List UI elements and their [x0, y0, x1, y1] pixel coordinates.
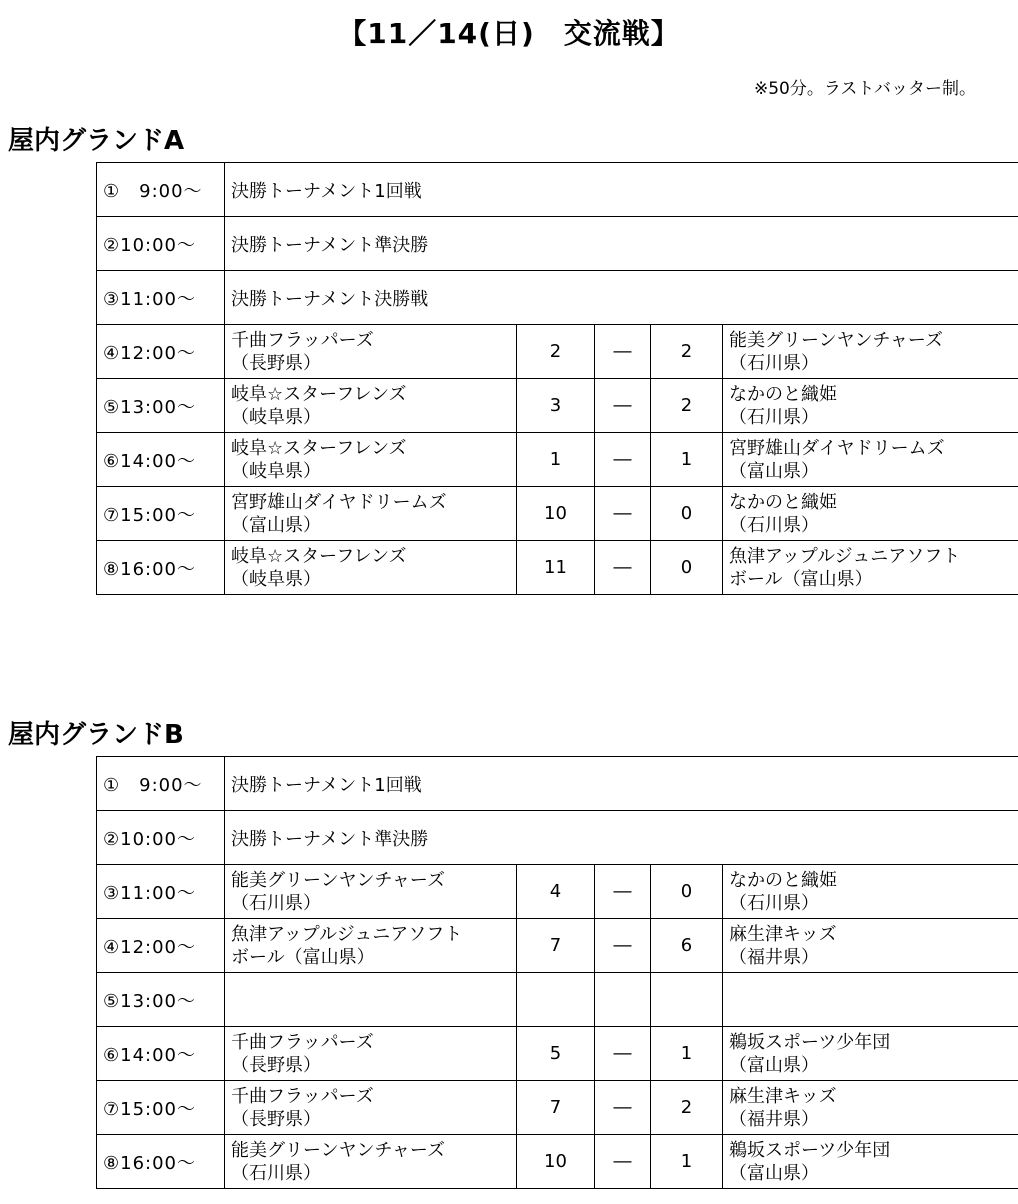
home-team-pref: （岐阜県）: [231, 568, 321, 590]
away-team-cell: [723, 433, 1018, 487]
home-team-pref: （長野県）: [231, 1108, 321, 1130]
away-score: 0: [651, 865, 723, 919]
home-team-cell: [225, 1081, 517, 1135]
away-team-cell: [723, 919, 1018, 973]
away-team-pref: （福井県）: [729, 946, 819, 968]
home-team-pref: （岐阜県）: [231, 460, 321, 482]
away-team-name: 麻生津キッズ: [729, 1085, 837, 1107]
home-team-cell: [225, 1027, 517, 1081]
home-score: 5: [517, 1027, 595, 1081]
home-team-cell: [225, 379, 517, 433]
away-team-name: なかのと織姫: [729, 491, 837, 513]
away-score: 0: [651, 487, 723, 541]
table-row: [97, 325, 1018, 379]
away-score: 2: [651, 1081, 723, 1135]
table-row: [97, 163, 1018, 217]
table-row: [97, 865, 1018, 919]
home-team-cell: [225, 973, 517, 1027]
away-score: 1: [651, 1135, 723, 1189]
away-team-cell: [723, 973, 1018, 1027]
away-team-name: 鵜坂スポーツ少年団: [729, 1139, 891, 1161]
time-cell: ⑥14:00～: [97, 433, 225, 487]
home-team-name: 能美グリーンヤンチャーズ: [231, 869, 446, 891]
away-team-pref: ボール（富山県）: [729, 568, 873, 590]
away-score: 0: [651, 541, 723, 595]
table-row: [97, 973, 1018, 1027]
score-dash: ―: [595, 1081, 651, 1135]
schedule-table-b: [96, 756, 1018, 1189]
score-dash: [595, 973, 651, 1027]
table-row: [97, 217, 1018, 271]
away-team-pref: （富山県）: [729, 1054, 819, 1076]
home-team-name: 岐阜☆スターフレンズ: [231, 383, 407, 405]
away-team-cell: [723, 325, 1018, 379]
time-cell: ⑦15:00～: [97, 1081, 225, 1135]
section-title-b: 屋内グランドB: [8, 720, 184, 750]
round-description: 決勝トーナメント1回戦: [225, 757, 1018, 811]
time-cell: ③11:00～: [97, 271, 225, 325]
home-team-name: 能美グリーンヤンチャーズ: [231, 1139, 446, 1161]
home-team-pref: ボール（富山県）: [231, 946, 375, 968]
score-dash: ―: [595, 1135, 651, 1189]
away-team-cell: [723, 379, 1018, 433]
time-cell: ⑤13:00～: [97, 379, 225, 433]
home-team-cell: [225, 433, 517, 487]
away-team-cell: [723, 487, 1018, 541]
away-score: 1: [651, 433, 723, 487]
away-team-name: 宮野雄山ダイヤドリームズ: [729, 437, 945, 459]
home-team-name: 千曲フラッパーズ: [231, 329, 374, 351]
away-team-cell: [723, 865, 1018, 919]
home-team-cell: [225, 865, 517, 919]
home-team-cell: [225, 487, 517, 541]
away-team-pref: （福井県）: [729, 1108, 819, 1130]
table-row: [97, 1135, 1018, 1189]
score-dash: ―: [595, 487, 651, 541]
score-dash: ―: [595, 919, 651, 973]
home-score: 7: [517, 1081, 595, 1135]
home-score: 2: [517, 325, 595, 379]
time-cell: ⑧16:00～: [97, 1135, 225, 1189]
home-team-pref: （石川県）: [231, 892, 321, 914]
score-dash: ―: [595, 379, 651, 433]
away-team-cell: [723, 1081, 1018, 1135]
away-score: 6: [651, 919, 723, 973]
round-description: 決勝トーナメント1回戦: [225, 163, 1018, 217]
home-score: 11: [517, 541, 595, 595]
home-team-pref: （岐阜県）: [231, 406, 321, 428]
home-score: 10: [517, 1135, 595, 1189]
schedule-table-a: [96, 162, 1018, 595]
section-title-a: 屋内グランドA: [8, 126, 185, 156]
time-cell: ⑤13:00～: [97, 973, 225, 1027]
score-dash: ―: [595, 1027, 651, 1081]
home-score: 3: [517, 379, 595, 433]
table-row: [97, 433, 1018, 487]
home-team-name: 岐阜☆スターフレンズ: [231, 545, 407, 567]
home-team-name: 宮野雄山ダイヤドリームズ: [231, 491, 447, 513]
away-score: 1: [651, 1027, 723, 1081]
away-team-cell: [723, 541, 1018, 595]
away-score: 2: [651, 379, 723, 433]
home-team-name: 千曲フラッパーズ: [231, 1085, 374, 1107]
time-cell: ⑧16:00～: [97, 541, 225, 595]
home-team-cell: [225, 1135, 517, 1189]
time-cell: ④12:00～: [97, 325, 225, 379]
time-cell: ⑦15:00～: [97, 487, 225, 541]
home-team-name: 岐阜☆スターフレンズ: [231, 437, 407, 459]
time-cell: ③11:00～: [97, 865, 225, 919]
away-team-name: なかのと織姫: [729, 869, 837, 891]
home-team-cell: [225, 919, 517, 973]
table-row: [97, 379, 1018, 433]
away-team-pref: （石川県）: [729, 892, 819, 914]
rules-note: ※50分。ラストバッター制。: [753, 79, 976, 99]
round-description: 決勝トーナメント決勝戦: [225, 271, 1018, 325]
away-team-pref: （富山県）: [729, 460, 819, 482]
away-team-pref: （石川県）: [729, 514, 819, 536]
home-score: 10: [517, 487, 595, 541]
home-team-pref: （富山県）: [231, 514, 321, 536]
away-team-name: なかのと織姫: [729, 383, 837, 405]
table-row: [97, 541, 1018, 595]
away-team-cell: [723, 1027, 1018, 1081]
away-team-pref: （富山県）: [729, 1162, 819, 1184]
away-team-name: 能美グリーンヤンチャーズ: [729, 329, 944, 351]
table-row: [97, 487, 1018, 541]
table-row: [97, 757, 1018, 811]
home-score: [517, 973, 595, 1027]
round-description: 決勝トーナメント準決勝: [225, 217, 1018, 271]
score-dash: ―: [595, 541, 651, 595]
table-row: [97, 919, 1018, 973]
score-dash: ―: [595, 325, 651, 379]
home-team-pref: （長野県）: [231, 352, 321, 374]
round-description: 決勝トーナメント準決勝: [225, 811, 1018, 865]
away-team-name: 麻生津キッズ: [729, 923, 837, 945]
page-title: 【11／14(日) 交流戦】: [338, 17, 680, 50]
home-team-name: 千曲フラッパーズ: [231, 1031, 374, 1053]
time-cell: ④12:00～: [97, 919, 225, 973]
time-cell: ① 9:00～: [97, 757, 225, 811]
time-cell: ① 9:00～: [97, 163, 225, 217]
table-row: [97, 1027, 1018, 1081]
away-team-name: 鵜坂スポーツ少年団: [729, 1031, 891, 1053]
home-team-cell: [225, 325, 517, 379]
away-team-pref: （石川県）: [729, 352, 819, 374]
table-row: [97, 271, 1018, 325]
home-team-pref: （長野県）: [231, 1054, 321, 1076]
home-team-name: 魚津アップルジュニアソフト: [231, 923, 463, 945]
score-dash: ―: [595, 865, 651, 919]
home-score: 4: [517, 865, 595, 919]
table-row: [97, 811, 1018, 865]
score-dash: ―: [595, 433, 651, 487]
home-score: 1: [517, 433, 595, 487]
time-cell: ②10:00～: [97, 217, 225, 271]
home-team-cell: [225, 541, 517, 595]
away-team-cell: [723, 1135, 1018, 1189]
home-team-pref: （石川県）: [231, 1162, 321, 1184]
away-score: 2: [651, 325, 723, 379]
away-score: [651, 973, 723, 1027]
time-cell: ②10:00～: [97, 811, 225, 865]
time-cell: ⑥14:00～: [97, 1027, 225, 1081]
table-row: [97, 1081, 1018, 1135]
away-team-name: 魚津アップルジュニアソフト: [729, 545, 961, 567]
home-score: 7: [517, 919, 595, 973]
away-team-pref: （石川県）: [729, 406, 819, 428]
